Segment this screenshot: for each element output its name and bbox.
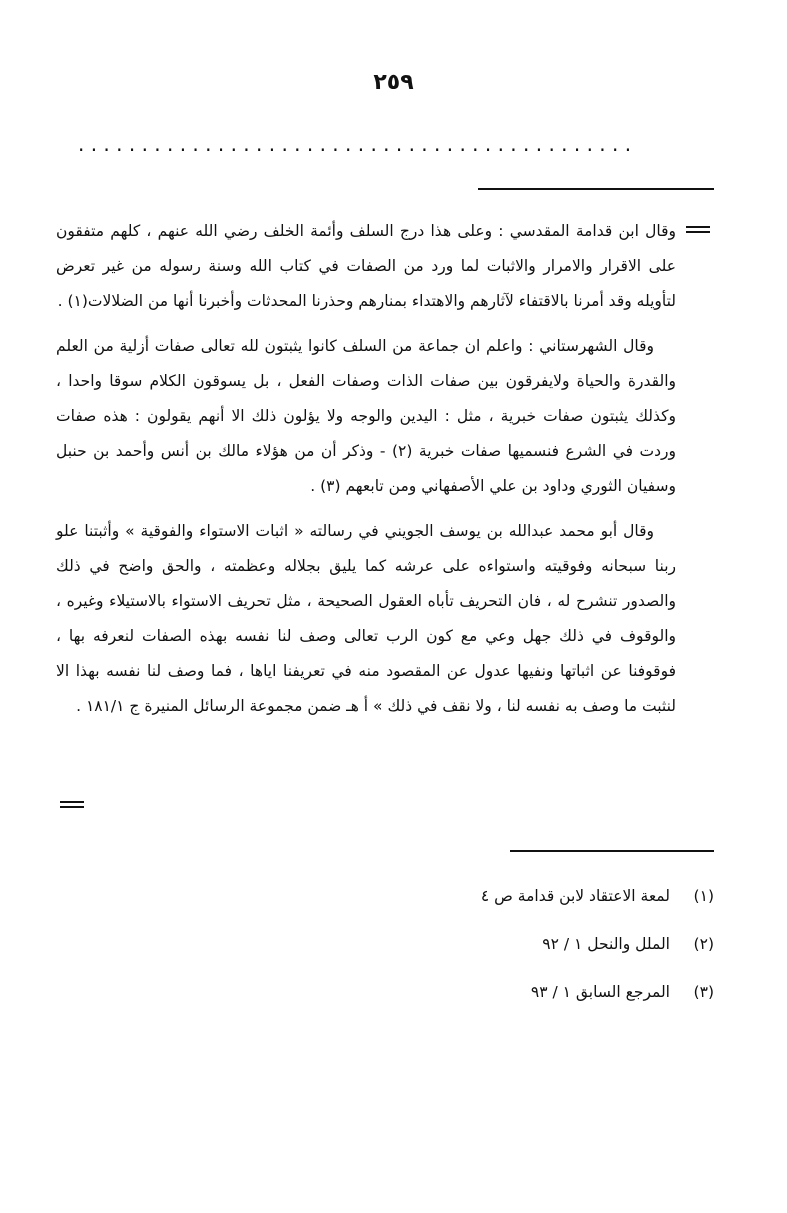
paragraph-ibn-qudama: وقال ابن قدامة المقدسي : وعلى هذا درج السلف وأئمة الخلف رضي الله عنهم ، كلهم متفقون على الاقرار والامرار والاثبات لما ورد من الصفات في كتاب الله وسنة رسوله من غير تعرض لتأويله وقد أمرنا بالاقتفاء لآثارهم والاهتداء بمنارهم وحذرنا المحدثات وأخبرنا أنها من الضلالات(١) . — [56, 222, 676, 310]
body-text — [56, 214, 676, 734]
footnote-text: لمعة الاعتقاد لابن قدامة ص ٤ — [480, 887, 670, 905]
footnote — [300, 920, 714, 968]
page-number: ٢٥٩ — [373, 70, 414, 95]
paragraph-shahrastani: وقال الشهرستاني : واعلم ان جماعة من السلف كانوا يثبتون لله تعالى صفات أزلية من العلم والقدرة والحياة ولايفرقون بين صفات الذات وصفات الفعل ، بل يسوقون الكلام سوقا واحدا ، وكذلك يثبتون صفات خبرية ، مثل : اليدين والوجه ولا يؤلون ذلك الا أنهم يقولون : هذه صفات وردت في الشرع فنسميها صفات خبرية (٢) - وذكر أن من هؤلاء مالك بن أنس وأحمد بن حنبل وسفيان الثوري وداود بن علي الأصفهاني ومن تابعهم (٣) . — [56, 337, 676, 495]
footnote-number: (٢) — [693, 935, 714, 953]
paragraph-juwayni: وقال أبو محمد عبدالله بن يوسف الجويني في رسالته « اثبات الاستواء والفوقية » وأثبتنا علو ربنا سبحانه وفوقيته واستواءه على عرشه كما يليق بجلاله وعظمته ، والحق واضح في ذلك والصدور تنشرح له ، فان التحريف تأباه العقول الصحيحة ، مثل تحريف الاستواء بالاستيلاء وغيره ، والوقوف في ذلك جهل وعي مع كون الرب تعالى وصف لنا نفسه بهذه الصفات لنعرفه بها ، فوقوفنا عن اثباتها ونفيها عدول عن المقصود منه في تعريفنا اياها ، فما وصف لنا نفسه بهذا الا لنثبت ما وصف به نفسه لنا ، ولا نقف في ذلك » أ هـ ضمن مجموعة الرسائل المنيرة ج ١٨١/١ . — [56, 522, 676, 715]
footnote-number: (١) — [693, 887, 714, 905]
continuation-start-marker — [686, 226, 710, 233]
footnote-text: الملل والنحل ١ / ٩٢ — [542, 935, 670, 953]
continuation-end-marker — [60, 801, 84, 808]
footnote-text: المرجع السابق ١ / ٩٣ — [530, 983, 670, 1001]
header-rule — [478, 188, 714, 190]
footnotes — [300, 872, 714, 1016]
footnote — [300, 872, 714, 920]
footnote — [300, 968, 714, 1016]
dotted-separator: . . . . . . . . . . . . . . . . . . . . . . . . . . . . . . . . . . . . . . . . . . . . — [78, 132, 632, 156]
footnote-number: (٣) — [693, 983, 714, 1001]
footnote-rule — [510, 850, 714, 852]
